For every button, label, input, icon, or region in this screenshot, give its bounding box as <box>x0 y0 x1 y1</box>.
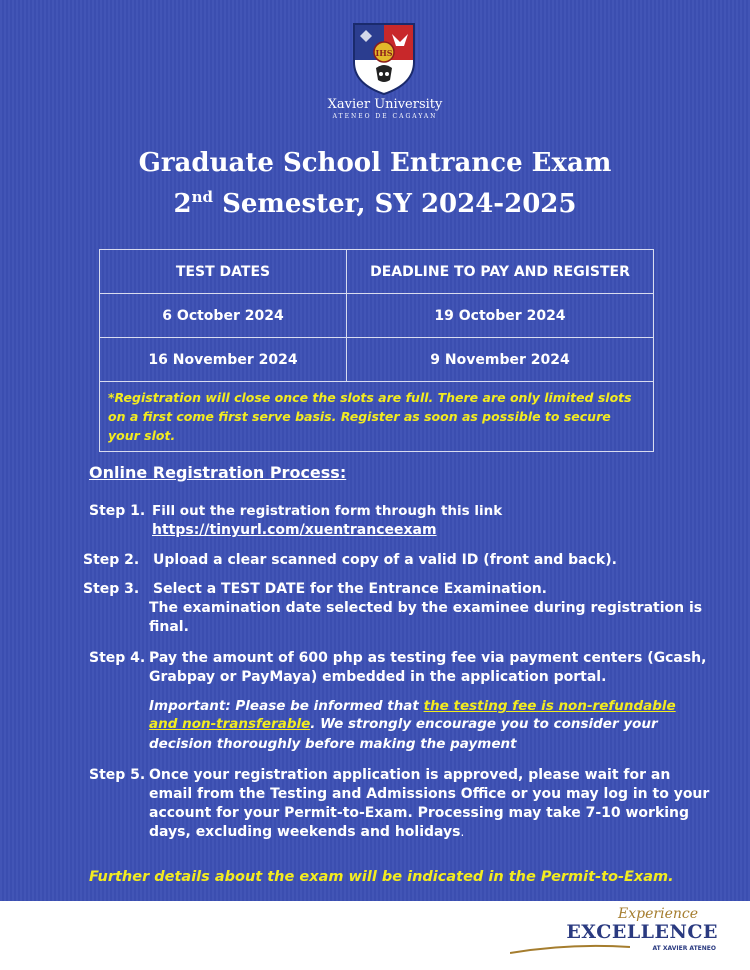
title-line-1: Graduate School Entrance Exam <box>138 148 612 178</box>
test-date-cell: 16 November 2024 <box>100 338 347 382</box>
university-subtitle: ATENEO DE CAGAYAN <box>332 113 438 120</box>
step-5-line-3: account for your Permit-to-Exam. Processing may take 7-10 working <box>149 805 690 821</box>
step-3-line-1: Select a TEST DATE for the Entrance Examination. <box>153 581 547 597</box>
step-3-line-3: final. <box>149 619 189 635</box>
step-1-text: Fill out the registration form through this link <box>152 503 503 519</box>
important-line-2: and non-transferable. We strongly encourage you to consider your <box>149 716 658 732</box>
page-title <box>0 146 750 221</box>
step-5-label: Step 5. <box>89 767 146 783</box>
header-test-dates: TEST DATES <box>100 250 347 294</box>
table-row <box>100 338 654 382</box>
footer-excellence: EXCELLENCE <box>566 921 718 943</box>
step-4-line-2: Grabpay or PayMaya) embedded in the application portal. <box>149 669 607 685</box>
step-3-label: Step 3. <box>83 581 140 597</box>
step-1-label: Step 1. <box>89 503 146 519</box>
table-row <box>100 294 654 338</box>
deadline-cell: 19 October 2024 <box>347 294 654 338</box>
footer-tagline: AT XAVIER ATENEO <box>652 945 716 952</box>
test-date-cell: 6 October 2024 <box>100 294 347 338</box>
university-seal-icon <box>352 22 416 96</box>
footer <box>0 901 750 970</box>
registration-note: *Registration will close once the slots are full. There are only limited slots on a first come first serve basis. Register as soon as possible to secure your slot. <box>100 382 654 452</box>
step-3-line-2: The examination date selected by the examinee during registration is <box>149 600 703 616</box>
table-note-row <box>100 382 654 452</box>
non-refundable-highlight: the testing fee is non-refundable <box>423 698 676 714</box>
important-line-3: decision thoroughly before making the payment <box>149 736 517 752</box>
table-header-row <box>100 250 654 294</box>
swoosh-icon <box>510 941 630 955</box>
step-2-text: Upload a clear scanned copy of a valid ID (front and back). <box>153 552 617 568</box>
header-deadline: DEADLINE TO PAY AND REGISTER <box>347 250 654 294</box>
further-details-note: Further details about the exam will be indicated in the Permit-to-Exam. <box>89 869 674 885</box>
step-4-line-1: Pay the amount of 600 php as testing fee via payment centers (Gcash, <box>149 650 707 666</box>
title-line-2: 2nd Semester, SY 2024-2025 <box>173 188 577 219</box>
step-2-label: Step 2. <box>83 552 140 568</box>
step-5-line-1: Once your registration application is approved, please wait for an <box>149 767 671 783</box>
deadline-cell: 9 November 2024 <box>347 338 654 382</box>
step-5-line-2: email from the Testing and Admissions Office or you may log in to your <box>149 786 710 802</box>
seal-letters: IHS <box>375 48 393 58</box>
footer-experience: Experience <box>618 906 698 922</box>
non-transferable-highlight: and non-transferable <box>149 716 311 732</box>
schedule-table <box>99 249 654 452</box>
university-name: Xavier University <box>327 97 443 112</box>
registration-link[interactable]: https://tinyurl.com/xuentranceexam <box>152 522 437 538</box>
step-4-label: Step 4. <box>89 650 146 666</box>
important-line-1: Important: Please be informed that the testing fee is non-refundable <box>149 698 676 714</box>
step-5-line-4: days, excluding weekends and holidays. <box>149 824 465 840</box>
process-title: Online Registration Process: <box>89 463 347 482</box>
